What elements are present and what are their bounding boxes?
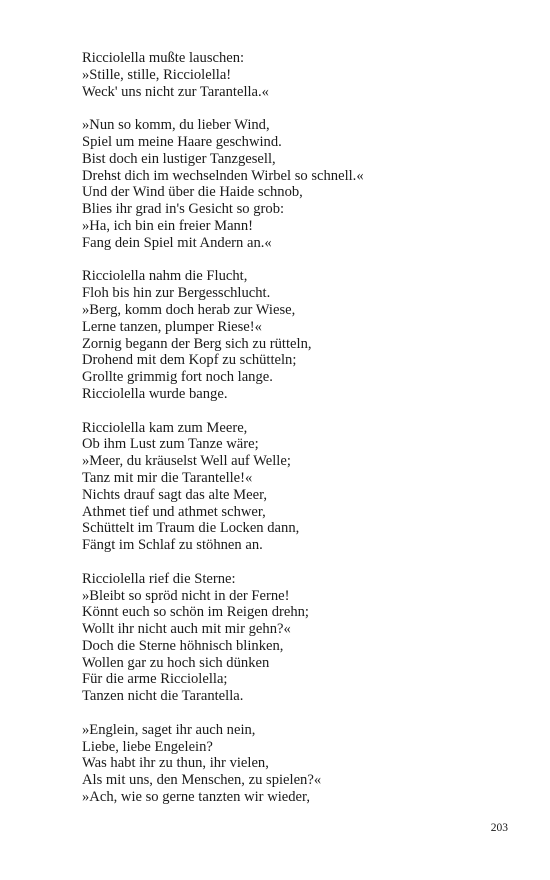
verse-line: Floh bis hin zur Bergesschlucht. xyxy=(82,285,271,302)
verse-line: Ricciolella mußte lauschen: xyxy=(82,50,245,66)
verse-line: Bist doch ein lustiger Tanzgesell, xyxy=(82,150,276,167)
verse-line: Drehst dich im wechselnden Wirbel so schnell.« xyxy=(82,167,364,184)
poem-text xyxy=(82,50,522,806)
verse-line: Ob ihm Lust zum Tanze wäre; xyxy=(82,436,259,453)
verse-line: Blies ihr grad in's Gesicht so grob: xyxy=(82,201,285,218)
verse-line: Ricciolella rief die Sterne: xyxy=(82,570,236,587)
verse-line: »Meer, du kräuselst Well auf Welle; xyxy=(82,453,291,470)
verse-line: Fängt im Schlaf zu stöhnen an. xyxy=(82,537,263,554)
verse-line: Wollen gar zu hoch sich dünken xyxy=(82,654,270,671)
verse-line: Zornig begann der Berg sich zu rütteln, xyxy=(82,335,312,352)
stanza-3 xyxy=(82,268,522,402)
stanza-5 xyxy=(82,571,522,705)
verse-line: Wollt ihr nicht auch mit mir gehn?« xyxy=(82,621,291,638)
verse-line: Weck' uns nicht zur Tarantella.« xyxy=(82,83,269,100)
stanza-4 xyxy=(82,420,522,554)
verse-line: Ricciolella nahm die Flucht, xyxy=(82,268,248,285)
verse-line: Was habt ihr zu thun, ihr vielen, xyxy=(82,755,269,772)
verse-line: Doch die Sterne höhnisch blinken, xyxy=(82,637,284,654)
verse-line: Und der Wind über die Haide schnob, xyxy=(82,184,303,201)
verse-line: Athmet tief und athmet schwer, xyxy=(82,503,266,520)
verse-line: Lerne tanzen, plumper Riese!« xyxy=(82,318,262,335)
verse-line: Drohend mit dem Kopf zu schütteln; xyxy=(82,352,297,369)
verse-line: »Ach, wie so gerne tanzten wir wieder, xyxy=(82,789,310,806)
verse-line: »Stille, stille, Ricciolella! xyxy=(82,66,232,83)
verse-line: »Berg, komm doch herab zur Wiese, xyxy=(82,301,296,318)
verse-line: Als mit uns, den Menschen, zu spielen?« xyxy=(82,772,322,789)
stanza-1 xyxy=(82,50,522,100)
verse-line: Spiel um meine Haare geschwind. xyxy=(82,133,282,150)
verse-line: »Englein, saget ihr auch nein, xyxy=(82,721,256,738)
stanza-6 xyxy=(82,722,522,806)
verse-line: Liebe, liebe Engelein? xyxy=(82,738,213,755)
verse-line: Ricciolella kam zum Meere, xyxy=(82,419,248,436)
verse-line: »Bleibt so spröd nicht in der Ferne! xyxy=(82,587,290,604)
verse-line: Tanz mit mir die Tarantelle!« xyxy=(82,469,253,486)
verse-line: Schüttelt im Traum die Locken dann, xyxy=(82,520,300,537)
page-number: 203 xyxy=(490,822,508,834)
verse-line: Fang dein Spiel mit Andern an.« xyxy=(82,234,272,251)
verse-line: Ricciolella wurde bange. xyxy=(82,385,228,402)
verse-line: Für die arme Ricciolella; xyxy=(82,671,228,688)
verse-line: »Ha, ich bin ein freier Mann! xyxy=(82,217,254,234)
verse-line: Tanzen nicht die Tarantella. xyxy=(82,688,244,705)
verse-line: Grollte grimmig fort noch lange. xyxy=(82,369,273,386)
verse-line: Nichts drauf sagt das alte Meer, xyxy=(82,486,268,503)
verse-line: Könnt euch so schön im Reigen drehn; xyxy=(82,604,309,621)
verse-line: »Nun so komm, du lieber Wind, xyxy=(82,117,270,134)
stanza-2 xyxy=(82,117,522,251)
